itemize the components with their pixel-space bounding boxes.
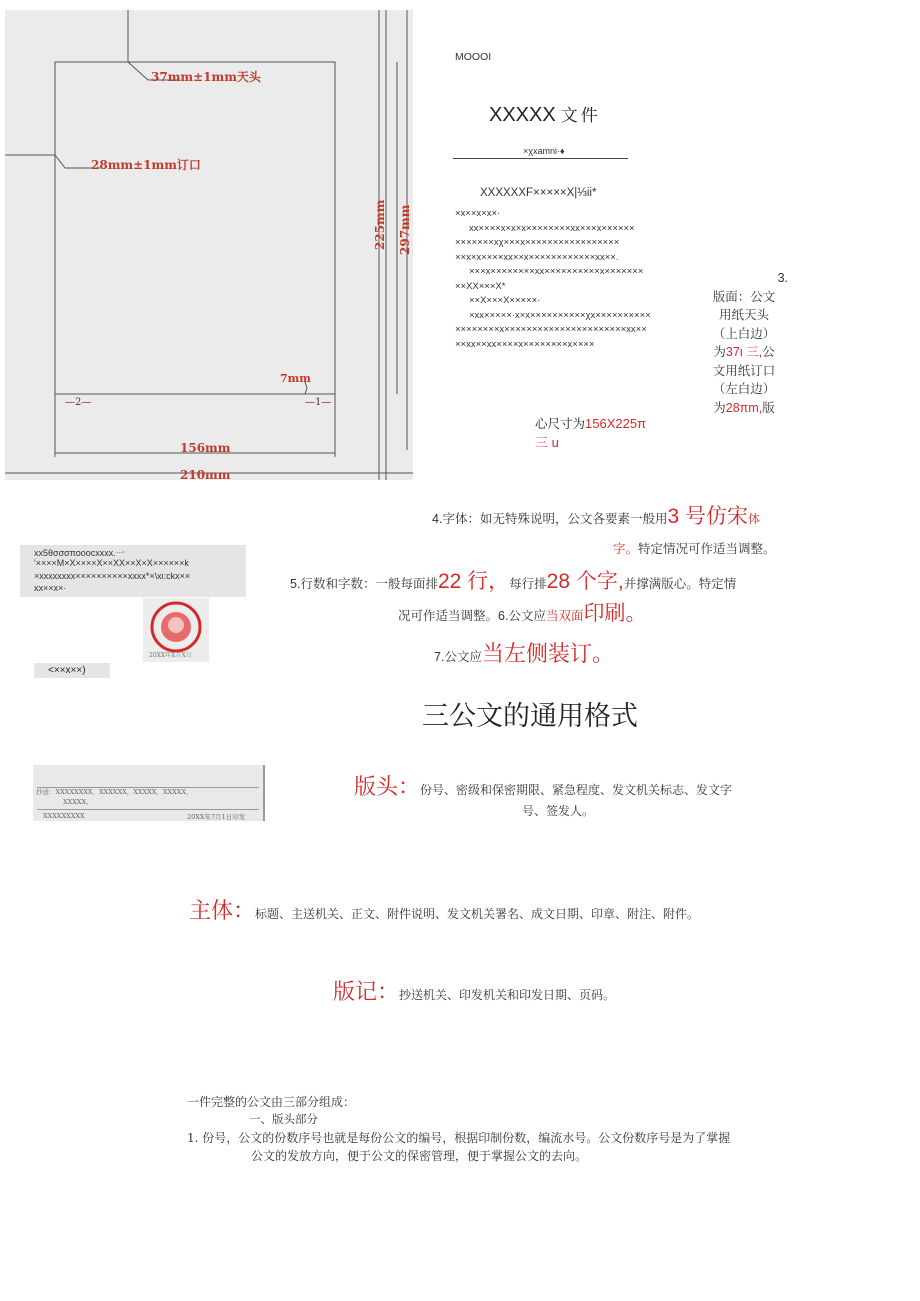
req3-line: （上白边） (712, 325, 776, 341)
record-mock (33, 765, 265, 821)
body-section (189, 894, 699, 925)
req3-left-value: 28πm, (725, 400, 763, 415)
banner-section (354, 770, 732, 801)
gap-7mm-label: 7mm (280, 372, 311, 385)
req-text: 况可作适当调整。 (398, 608, 499, 623)
req5-chars-highlight: 28 个字, (546, 570, 624, 593)
req-text: 字体：如无特殊说明，公文各要素一般用 (442, 511, 668, 526)
doc-subtitle: ×χxamni·♦ (523, 146, 565, 156)
doc-line: ××X×××X×××××· (469, 295, 541, 306)
req6-red-text: 当双面 (545, 608, 584, 623)
mock-line: xx5θσσσποοοcxxxx.一 (34, 548, 125, 558)
doc-line: ××××××××x××××××××××××××××××××××xx×× (455, 324, 647, 335)
req4-font-highlight: 3 号仿宋 (667, 505, 748, 528)
body-label: 主体： (189, 899, 256, 924)
req-number: 6. (498, 609, 509, 623)
record-line: XXXXXXXXX (43, 812, 85, 820)
req3-size-value-tail: 三 u (535, 435, 559, 450)
page-marker-right: —1— (305, 397, 332, 408)
req3-text: 为 (713, 344, 726, 359)
doc-line: xx××××x×x×x××××××××xx×××x×××××× (469, 222, 635, 234)
req3-text: 心尺寸为 (535, 416, 586, 431)
req-text: 行数和字数：一般每面排 (300, 576, 438, 591)
req-number: 5. (290, 577, 301, 591)
page-marker-left: —2— (65, 397, 92, 408)
req5-lines-highlight: 22 行， (437, 570, 510, 593)
record-section (333, 975, 615, 1006)
banner-text: 份号、密级和保密期限、紧急程度、发文机关标志、发文字 (420, 783, 733, 797)
doc-line: ×xx×××××·x×x××××××××××χx×××××××××× (469, 309, 651, 321)
banner-text-line2: 号、签发人。 (522, 804, 595, 818)
banner-label: 版头： (354, 775, 421, 800)
req3-text: 为 (713, 399, 726, 415)
doc-number: MOOOI (455, 51, 492, 63)
record-line: 抄送：XXXXXXXX，XXXXXX，XXXXX，XXXXX， (36, 788, 193, 796)
req3-line (700, 399, 788, 418)
mock-line: xx××x×· (34, 583, 67, 593)
requirement-5-6-line (398, 597, 646, 627)
item-line: 1. 份号，公文的份数序号也就是每份公文的编号，根据印制份数，编流水号。公文份数序号是为了掌握 (187, 1131, 731, 1145)
width-210-label: 210mm (180, 468, 231, 482)
signature-mock: <××x××) (34, 663, 110, 678)
req-text: 每行排 (509, 576, 547, 591)
req-number: 4. (432, 512, 443, 526)
body-text: 标题、主送机关、正文、附件说明、发文机关署名、成文日期、印章、附注、附件。 (255, 907, 700, 921)
signature-block-mock (20, 545, 246, 597)
doc-title-main: XXXXX (489, 104, 556, 126)
req3-text: 公 (762, 344, 775, 359)
requirement-5 (290, 565, 736, 595)
doc-title (489, 101, 601, 127)
record-label: 版记： (333, 980, 400, 1005)
req3-line: 文用纸订口 (712, 362, 776, 378)
doc-line: ×××x××××××××xx××××××××××x××××××× (469, 266, 644, 277)
requirement-4-line2 (613, 539, 776, 557)
part-heading: 一、版头部分 (249, 1114, 318, 1126)
req4-font-tail: 体 (747, 512, 760, 526)
req3-text: 版 (762, 399, 775, 415)
doc-divider (453, 158, 628, 159)
doc-line: ×x××x×x×· (455, 208, 501, 219)
req3-line (700, 343, 788, 362)
record-text: 抄送机关、印发机关和印发日期、页码。 (399, 988, 616, 1002)
doc-line: ××x×x××××xx××x××××××××××××xx××. (455, 251, 619, 263)
intro-paragraph (187, 1093, 730, 1165)
req4-red-text: 字。 (613, 541, 639, 556)
req6-print-highlight: 印刷。 (583, 602, 647, 625)
req3-line: （左白边） (712, 381, 776, 396)
requirement-4 (432, 500, 760, 530)
req7-binding-highlight: 当左侧装订。 (481, 641, 614, 666)
req-number: 7. (434, 650, 445, 664)
intro-line: 一件完整的公文由三部分组成： (187, 1095, 356, 1109)
req3-line: 用纸天头 (718, 307, 769, 322)
height-297-label: 297mm (398, 204, 412, 255)
mock-line: '××××M×X××××X××XX××X×X××××××k (34, 558, 189, 568)
left-margin-label: 28mm±1mm订口 (91, 158, 201, 172)
doc-line: ×××××××xχ×××x××××××××××××××××× (455, 237, 620, 248)
req3-number: 3. (777, 271, 788, 285)
seal-date: 20XX年X月X日 (149, 652, 192, 659)
requirement-7 (434, 637, 614, 668)
doc-heading: XXXXXXF×××××X|⅓ii* (480, 187, 597, 199)
req3-top-value: 37ι 三, (725, 345, 763, 359)
mock-line: ×xxxxxxxx××××××××××xxxx*×\xι:ckx×× (34, 571, 191, 581)
requirement-3-block (700, 269, 788, 417)
record-divider (37, 809, 259, 810)
width-156-label: 156mm (180, 441, 231, 455)
req3-continuation (535, 414, 646, 452)
official-seal (143, 598, 209, 662)
req-text: 并撑满版心。特定情 (623, 576, 737, 591)
doc-line: ××XX×××X* (455, 280, 506, 292)
doc-title-suffix: 文件 (560, 106, 601, 126)
top-margin-label: 37mm±1mm天头 (151, 70, 261, 84)
item-line: 公文的发放方向，便于公文的保密管理，便于掌握公文的去向。 (251, 1149, 588, 1163)
req-text: 特定情况可作适当调整。 (638, 541, 776, 556)
req3-line: 版面：公文 (712, 288, 776, 304)
record-line: XXXXX。 (63, 798, 93, 806)
req-text: 公文应 (508, 608, 546, 623)
record-line: 20XX年7月1日印发 (187, 813, 246, 821)
section-title: 三公文的通用格式 (422, 701, 638, 732)
doc-line: ××xx××xx××××x××××××××x×××× (455, 338, 595, 350)
page-size-diagram (5, 10, 413, 480)
height-225-label: 225mm (373, 199, 387, 250)
req3-size-value: 156X225π (585, 416, 647, 431)
req-text: 公文应 (444, 649, 482, 664)
doc-body (455, 207, 695, 352)
